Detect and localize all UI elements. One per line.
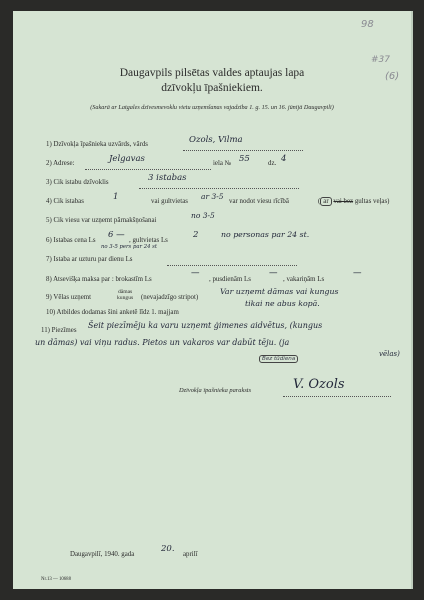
q2-iela-label: iela №	[213, 160, 232, 167]
q2-dz-label: dz.	[268, 160, 277, 167]
q9-answer-line1: Var uzņemt dāmas vai kungus	[220, 287, 339, 296]
pencil-scribble: #37	[371, 55, 390, 65]
q8-dinner-label: , vakariņām Ls	[283, 276, 325, 283]
date-month: aprilī	[183, 551, 198, 558]
form-title: Daugavpils pilsētas valdes aptaujas lapa	[119, 67, 305, 79]
q9-label: 9) Vēlas uzņemt	[46, 294, 92, 301]
signature-label: Dzīvokļa īpašnieka paraksts	[179, 387, 252, 394]
signature-value: V. Ozols	[293, 377, 345, 392]
q2-flat: 4	[281, 154, 287, 164]
q10-label: 10) Atbildes dodamas šini anketē līdz 1. majjam	[46, 309, 179, 316]
q8-lunch: —	[269, 268, 278, 278]
form-subtitle: (Sakarā ar Latgales dzīvesmevoklu vietu uzņemšanas vajadzība 1. g. 15. un 16. jūnijā Daugavpilī)	[90, 104, 334, 111]
q3-answer: 3 istabas	[148, 173, 187, 183]
q9-strike-hint: (nevajadzīgo stripot)	[141, 294, 199, 301]
q9-options: dāmas kungus	[117, 289, 134, 301]
q4-post-label: var nodot viesu rīcībā	[229, 198, 289, 205]
q8-lunch-label: , pusdienām Ls	[209, 276, 251, 283]
q8-label: 8) Atsevišķa maksa par : brokastīm Ls	[46, 276, 152, 283]
q1-line	[183, 150, 303, 151]
q1-label: 1) Dzīvokļa īpašnieka uzvārds, vārds	[46, 141, 148, 148]
q3-label: 3) Cik istabu dzīvoklis	[46, 179, 109, 186]
q6-bed-price: 2	[193, 230, 199, 240]
q8-dinner: —	[353, 268, 362, 278]
q4-options: ( ar vai bez gultas veļas)	[318, 198, 390, 205]
q1-answer: Ozols, Vilma	[189, 135, 243, 145]
q9-answer-line2: tikai ne abus kopā.	[245, 299, 320, 308]
q2-label: 2) Adrese:	[46, 160, 75, 167]
q5-answer: no 3-5	[191, 211, 215, 220]
signature-line	[283, 396, 391, 397]
q4-label: 4) Cik istabas	[46, 198, 84, 205]
q11-note-small: Bez tūdiena	[259, 356, 298, 362]
q6-under-note: no 3-5 pers par 24 st	[101, 244, 157, 250]
q11-line2: un dāmas) vai viņu radus. Pietos un vakaros var dabūt tēju. (ja	[35, 338, 290, 347]
date-place: Daugavpilī, 1940. gada	[70, 551, 135, 558]
q11-line1: Šeit piezīmēju ka varu uzņemt ģimenes aidvētus, (kungus	[88, 321, 323, 330]
q11-label: 11) Piezīmes	[41, 327, 77, 334]
pencil-page-number: 98	[361, 19, 374, 30]
q4-beds: ar 3-5	[201, 192, 224, 201]
q7-line	[167, 265, 297, 266]
q8-breakfast: —	[191, 268, 200, 278]
q7-label: 7) Istaba ar uzturu par dienu Ls	[46, 256, 133, 263]
q6-label: 6) Istabas cena Ls	[46, 237, 96, 244]
form-title-line2: dzīvokļu īpašniekiem.	[161, 82, 263, 94]
q6-bed-label: , gultvietas Ls	[129, 237, 168, 244]
questionnaire-sheet	[13, 11, 413, 589]
q6-note: no personas par 24 st.	[221, 230, 310, 239]
q11-line3: vēlas)	[379, 350, 400, 358]
q3-line	[139, 188, 299, 189]
q2-number: 55	[239, 154, 250, 164]
q2-street-line	[85, 169, 211, 170]
print-code: Nr.13 — 10688	[41, 577, 71, 582]
pencil-page-index: (6)	[385, 71, 400, 82]
q6-price: 6 —	[108, 230, 125, 240]
q4-beds-label: vai gultvietas	[151, 198, 188, 205]
q5-label: 5) Cik viesu var uzņemt pārnakšņošanai	[46, 217, 157, 224]
q4-rooms: 1	[113, 192, 119, 202]
q2-street: Jelgavas	[109, 154, 145, 164]
date-day: 20.	[161, 544, 175, 554]
